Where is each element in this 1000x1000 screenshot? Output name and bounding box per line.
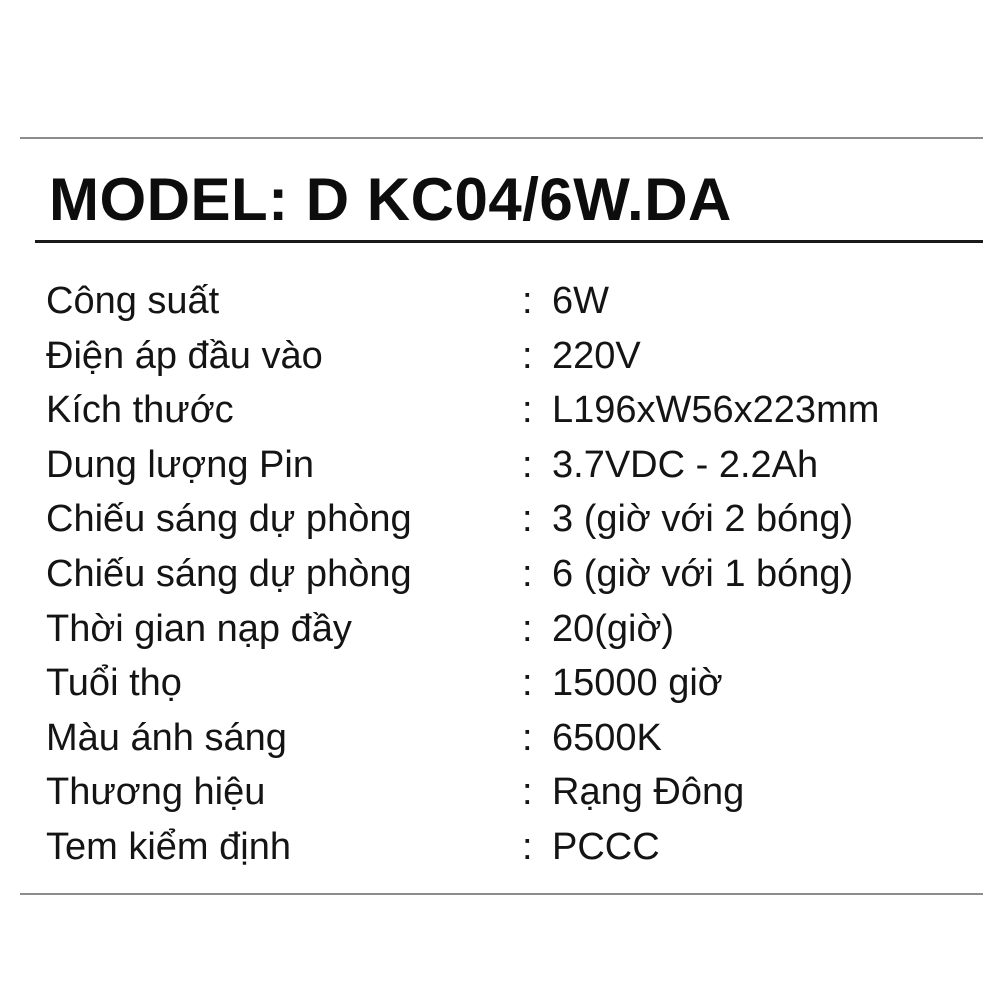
spec-label: Chiếu sáng dự phòng	[46, 498, 412, 541]
spec-separator: :	[522, 825, 533, 868]
spec-row-lifespan	[0, 656, 1000, 711]
spec-separator: :	[522, 280, 533, 322]
spec-separator: :	[522, 334, 533, 377]
spec-row-light-color	[0, 711, 1000, 766]
spec-row-dimensions	[0, 383, 1000, 438]
spec-row-brand	[0, 765, 1000, 820]
spec-label: Kích thước	[46, 389, 234, 432]
spec-value: 3.7VDC - 2.2Ah	[552, 443, 819, 486]
spec-row-backup-lighting-1-bulb	[0, 547, 1000, 602]
spec-label: Thời gian nạp đầy	[46, 607, 352, 650]
top-divider	[20, 137, 983, 139]
spec-label: Thương hiệu	[46, 771, 266, 814]
spec-label: Tuổi thọ	[46, 662, 182, 705]
spec-row-backup-lighting-2-bulbs	[0, 492, 1000, 547]
spec-value: 3 (giờ với 2 bóng)	[552, 498, 854, 541]
spec-value: 20(giờ)	[552, 607, 675, 650]
spec-value: 15000 giờ	[552, 662, 723, 705]
spec-label: Chiếu sáng dự phòng	[46, 552, 412, 595]
spec-separator: :	[522, 443, 533, 486]
spec-row-certification	[0, 820, 1000, 875]
spec-value: 6W	[552, 280, 609, 322]
spec-value: 6 (giờ với 1 bóng)	[552, 552, 854, 595]
spec-value: PCCC	[552, 825, 660, 868]
spec-row-battery-capacity	[0, 438, 1000, 493]
spec-row-input-voltage	[0, 329, 1000, 384]
spec-label: Màu ánh sáng	[46, 716, 287, 759]
spec-value: 6500K	[552, 716, 662, 759]
spec-label: Công suất	[46, 280, 220, 322]
spec-separator: :	[522, 771, 533, 814]
spec-separator: :	[522, 498, 533, 541]
spec-separator: :	[522, 716, 533, 759]
spec-separator: :	[522, 662, 533, 705]
spec-separator: :	[522, 389, 533, 432]
spec-list	[0, 274, 1000, 875]
spec-separator: :	[522, 552, 533, 595]
spec-row-charge-time	[0, 602, 1000, 657]
bottom-divider	[20, 893, 983, 895]
spec-value: Rạng Đông	[552, 771, 745, 814]
title-underline	[35, 240, 983, 243]
spec-label: Điện áp đầu vào	[46, 334, 323, 377]
spec-value: L196xW56x223mm	[552, 389, 880, 432]
model-title: MODEL: D KC04/6W.DA	[49, 166, 732, 233]
spec-separator: :	[522, 607, 533, 650]
spec-label: Dung lượng Pin	[46, 443, 314, 486]
spec-value: 220V	[552, 334, 641, 377]
spec-label: Tem kiểm định	[46, 825, 291, 868]
spec-row-power	[0, 274, 1000, 329]
